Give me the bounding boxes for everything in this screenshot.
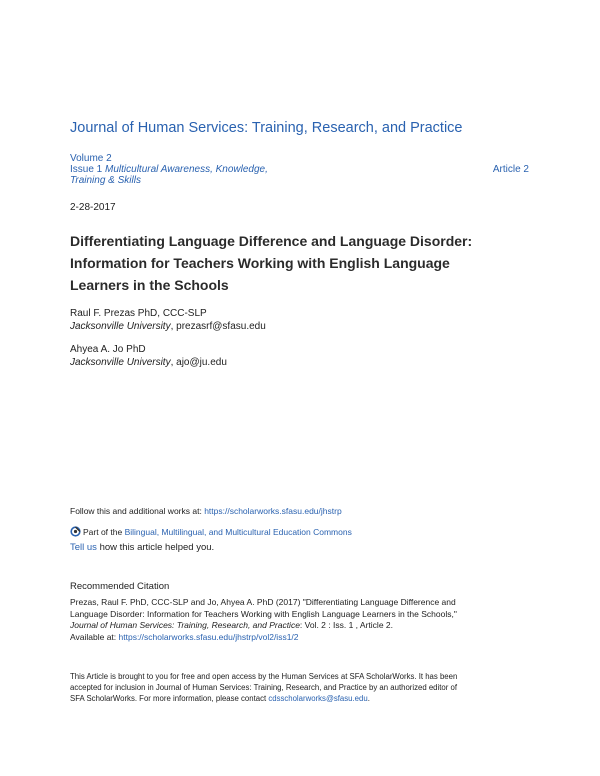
- author-1: [70, 307, 266, 333]
- follow-line: [70, 506, 342, 518]
- follow-url-link[interactable]: https://scholarworks.sfasu.edu/jhstrp: [204, 506, 342, 516]
- recommended-citation-heading: Recommended Citation: [70, 581, 170, 592]
- footer-notice: [70, 671, 540, 704]
- citation-journal: Journal of Human Services: Training, Research, and Practice: [70, 620, 300, 630]
- author-2-email: , ajo@ju.edu: [170, 357, 227, 368]
- article-number-link[interactable]: Article 2: [492, 164, 529, 175]
- issue-prefix: Issue 1: [70, 164, 103, 175]
- commons-link[interactable]: Bilingual, Multilingual, and Multicultural Education Commons: [124, 527, 352, 537]
- author-1-email: , prezasrf@sfasu.edu: [170, 321, 266, 332]
- tell-us-link[interactable]: Tell us: [70, 542, 97, 553]
- journal-title[interactable]: Journal of Human Services: Training, Research, and Practice: [70, 120, 463, 136]
- share-icon: [70, 526, 81, 537]
- available-at-text: Available at:: [70, 631, 119, 642]
- volume-issue-block: [70, 153, 268, 186]
- part-of-line: [70, 526, 352, 539]
- citation-line1: Prezas, Raul F. PhD, CCC-SLP and Jo, Ahyea A. PhD (2017) "Differentiating Language Difference and: [70, 597, 456, 607]
- paper-title-line2: Information for Teachers Working with English Language: [70, 255, 450, 271]
- issue-link[interactable]: [70, 164, 268, 175]
- footer-line2: accepted for inclusion in Journal of Human Services: Training, Research, and Practice by an authorized editor of: [70, 683, 458, 692]
- footer-line1: This Article is brought to you for free and open access by the Human Services at SFA ScholarWorks. It has been: [70, 672, 458, 681]
- author-2-name: Ahyea A. Jo PhD: [70, 344, 146, 355]
- footer-line3: SFA ScholarWorks. For more information, please contact: [70, 694, 269, 703]
- paper-title-line3: Learners in the Schools: [70, 277, 229, 293]
- tell-us-line: [70, 542, 214, 553]
- author-2-affiliation: Jacksonville University: [70, 357, 171, 368]
- contact-email-link[interactable]: cdsscholarworks@sfasu.edu: [268, 694, 368, 703]
- citation-line2: Language Disorder: Information for Teachers Working with English Language Learners in the Schools,": [70, 608, 457, 619]
- footer-end: .: [367, 694, 370, 703]
- citation-line3: : Vol. 2 : Iss. 1 , Article 2.: [299, 620, 393, 630]
- part-of-text: Part of the: [83, 527, 125, 537]
- author-1-name: Raul F. Prezas PhD, CCC-SLP: [70, 308, 207, 319]
- follow-text: Follow this and additional works at:: [70, 506, 205, 516]
- volume-link[interactable]: Volume 2: [70, 153, 112, 164]
- publication-date: 2-28-2017: [70, 202, 116, 213]
- citation-block: [70, 597, 540, 643]
- paper-title-line1: Differentiating Language Difference and Language Disorder:: [70, 233, 473, 249]
- tell-us-text: how this article helped you.: [96, 542, 215, 553]
- author-1-affiliation: Jacksonville University: [70, 321, 171, 332]
- available-url-link[interactable]: https://scholarworks.sfasu.edu/jhstrp/vol2/iss1/2: [118, 631, 299, 642]
- issue-title-line2: Training & Skills: [70, 175, 141, 186]
- paper-title: [70, 230, 540, 296]
- author-2: [70, 343, 227, 369]
- issue-title-line1: Multicultural Awareness, Knowledge,: [105, 164, 268, 175]
